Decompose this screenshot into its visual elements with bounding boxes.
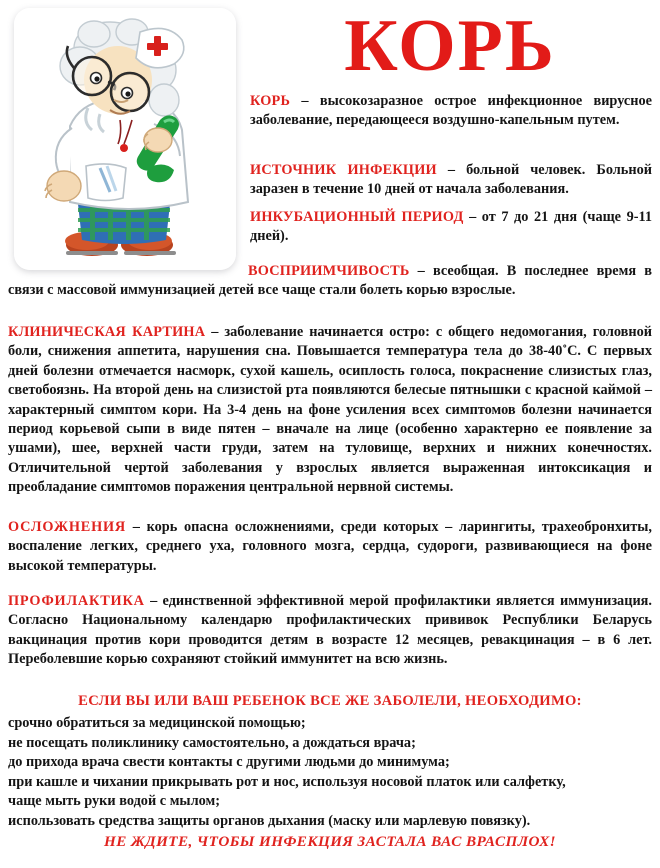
list-item: срочно обратиться за медицинской помощью; (8, 715, 306, 731)
section-definition (250, 92, 652, 131)
section-complications (8, 518, 652, 576)
list-item: не посещать поликлинику самостоятельно, а дождаться врача; (8, 734, 416, 751)
sick-instructions-heading: ЕСЛИ ВЫ ИЛИ ВАШ РЕБЕНОК ВСЕ ЖЕ ЗАБОЛЕЛИ, НЕОБХОДИМО: (78, 693, 582, 709)
susceptibility-body: – всеобщая. В последнее время в связи с массовой иммунизацией детей все чаще стали болеть корью взрослые. (8, 263, 652, 299)
clinical-body: – заболевание начинается остро: с общего недомогания, головной боли, снижения аппетита, нарушения сна. Повышается температура тела до 38-40˚С. С первых дней болезни отмечается насморк, сухой кашель, осиплость голоса, покраснение слизистых глаз, светобоязнь. На второй день на слизистой рта появляются белесые пятнышки с красной каймой – характерный симптом кори. На 3-4 день на фоне усиления всех симптомов болезни начинается период корьевой сыпи в виде пятен – вначале на лице (особенно характерно ее появление за ушами), шее, верхней части груди, затем на туловище, верхних и нижних конечностях. Отличительной чертой заболевания у взрослых является выраженная интоксикация и преобладание симптомов поражения центральной нервной системы. (8, 324, 652, 496)
complications-heading: ОСЛОЖНЕНИЯ (8, 519, 127, 535)
page-title: КОРЬ (344, 5, 556, 87)
definition-body: – высокозаразное острое инфекционное вирусное заболевание, передающееся воздушно-капельным путем. (250, 93, 652, 129)
incubation-body: – от 7 до 21 дня (чаще 9-11 дней). (250, 209, 653, 245)
list-item: при кашле и чихании прикрывать рот и нос, используя носовой платок или салфетку, (8, 773, 566, 790)
section-clinical (8, 323, 652, 498)
footer-warning: НЕ ЖДИТЕ, ЧТОБЫ ИНФЕКЦИЯ ЗАСТАЛА ВАС ВРАСПЛОХ! (104, 833, 556, 850)
list-item: чаще мыть руки водой с мылом; (8, 793, 220, 810)
clinical-heading: КЛИНИЧЕСКАЯ КАРТИНА (8, 324, 206, 340)
prevention-heading: ПРОФИЛАКТИКА (8, 593, 145, 609)
cartoon-doctor-icon (14, 8, 236, 270)
prevention-body: – единственной эффективной мерой профилактики является иммунизация. Согласно Национальному календарю профилактических прививок Республики Беларусь вакцинация против кори проводится детям в возрасте 12 месяцев, ревакцинация – в 6 лет. Переболевшие корью сохраняют стойкий иммунитет на всю жизнь. (8, 593, 652, 668)
sick-instructions-list (8, 714, 652, 832)
section-source (250, 161, 652, 200)
complications-body: – корь опасна осложнениями, среди которых – ларингиты, трахеобронхиты, воспаление легких, среднего уха, головного мозга, сердца, судороги, развивающиеся на фоне высокой температуры. (8, 519, 652, 574)
list-item: до прихода врача свести контакты с другими людьми до минимума; (8, 754, 450, 771)
source-body: – больной человек. Больной заразен в течение 10 дней от начала заболевания. (250, 162, 652, 198)
source-heading: ИСТОЧНИК ИНФЕКЦИИ (250, 162, 437, 178)
section-prevention (8, 592, 652, 670)
susceptibility-heading: ВОСПРИИМЧИВОСТЬ (248, 263, 410, 279)
section-susceptibility (8, 262, 652, 301)
doctor-illustration-card (14, 8, 236, 270)
section-incubation (250, 208, 652, 247)
incubation-heading: ИНКУБАЦИОННЫЙ ПЕРИОД (250, 209, 464, 225)
list-item: использовать средства защиты органов дыхания (маску или марлевую повязку). (8, 812, 531, 829)
definition-heading: КОРЬ (250, 93, 291, 109)
